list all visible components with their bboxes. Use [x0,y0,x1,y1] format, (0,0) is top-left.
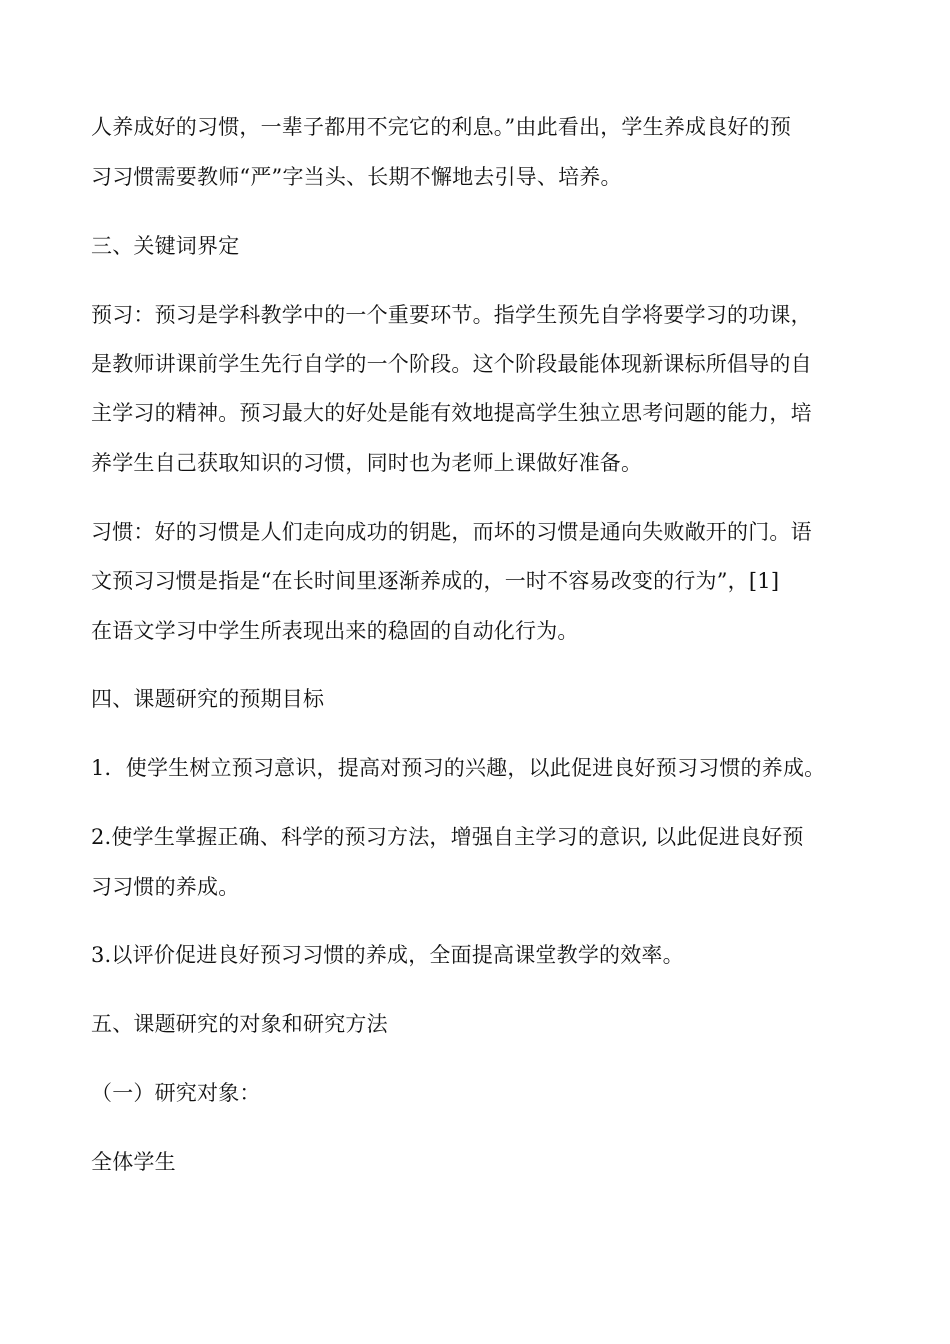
paragraph-line: 习习惯需要教师“严”字当头、长期不懈地去引导、培养。 [91,165,622,189]
section-heading: 五、课题研究的对象和研究方法 [91,1012,388,1036]
paragraph-line: 文预习习惯是指是“在长时间里逐渐养成的，一时不容易改变的行为”，[1] [91,569,780,593]
goal-item: 1．使学生树立预习意识，提高对预习的兴趣，以此促进良好预习习惯的养成。 [91,756,826,780]
goal-item: 3.以评价促进良好预习习惯的养成，全面提高课堂教学的效率。 [91,943,684,967]
paragraph-line: 预习：预习是学科教学中的一个重要环节。指学生预先自学将要学习的功课， [91,303,812,327]
paragraph-line: 是教师讲课前学生先行自学的一个阶段。这个阶段最能体现新课标所倡导的自 [91,352,812,376]
paragraph-line: 人养成好的习惯，一辈子都用不完它的利息。”由此看出，学生养成良好的预 [91,115,792,139]
subsection-heading: （一）研究对象： [91,1081,261,1105]
paragraph-line: 养学生自己获取知识的习惯，同时也为老师上课做好准备。 [91,451,643,475]
goal-item: 习习惯的养成。 [91,875,240,899]
paragraph-line: 习惯：好的习惯是人们走向成功的钥匙，而坏的习惯是通向失败敞开的门。语 [91,520,812,544]
paragraph-line: 主学习的精神。预习最大的好处是能有效地提高学生独立思考问题的能力，培 [91,401,812,425]
section-heading: 三、关键词界定 [91,234,240,258]
paragraph-line: 全体学生 [91,1150,176,1174]
goal-item: 2.使学生掌握正确、科学的预习方法，增强自主学习的意识, 以此促进良好预 [91,825,804,849]
paragraph-line: 在语文学习中学生所表现出来的稳固的自动化行为。 [91,619,579,643]
section-heading: 四、课题研究的预期目标 [91,687,325,711]
